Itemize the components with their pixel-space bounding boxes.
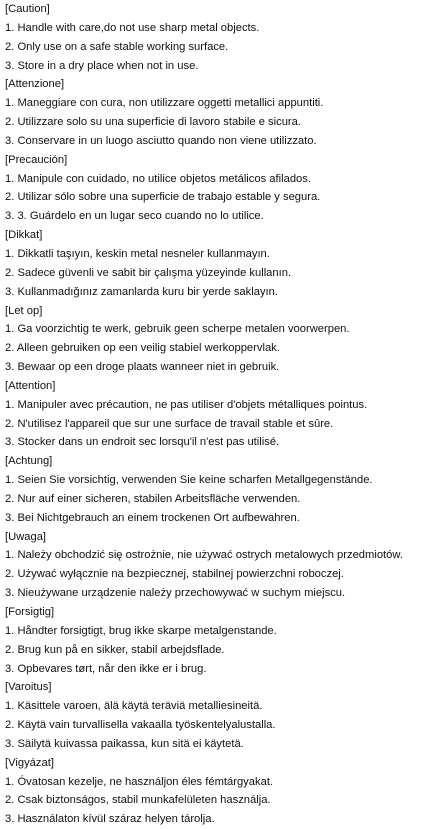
- instruction-line: 2. Käytä vain turvallisella vakaalla työskentelyalustalla.: [5, 719, 276, 732]
- instruction-line: 2. N'utilisez l'appareil que sur une surface de travail stable et sûre.: [5, 417, 334, 430]
- section-achtung-de: [5, 452, 423, 527]
- section-attention-fr: [5, 377, 423, 452]
- instruction-line: 1. Käsittele varoen, älä käytä teräviä metalliesineitä.: [5, 700, 263, 713]
- instruction-line: 3. 3. Guárdelo en un lugar seco cuando no lo utilice.: [5, 210, 264, 223]
- instruction-line: 3. Kullanmadığınız zamanlarda kuru bir yerde saklayın.: [5, 285, 278, 298]
- instruction-line: 2. Csak biztonságos, stabil munkafelületen használja.: [5, 794, 271, 807]
- instruction-line: 1. Håndter forsigtigt, brug ikke skarpe metalgenstande.: [5, 624, 277, 637]
- section-heading: [Forsigtig]: [5, 606, 55, 618]
- instruction-line: 2. Używać wyłącznie na bezpiecznej, stabilnej powierzchni roboczej.: [5, 568, 344, 581]
- section-forsigtig-da: [5, 603, 423, 678]
- instruction-line: 2. Brug kun på en sikker, stabil arbejdsflade.: [5, 643, 225, 656]
- section-heading: [Let op]: [5, 304, 43, 317]
- multilingual-caution-document: [5, 0, 423, 829]
- instruction-line: 2. Utilizzare solo su una superficie di lavoro stabile e sicura.: [5, 116, 301, 129]
- section-heading: [Achtung]: [5, 455, 53, 468]
- section-heading: [Precaución]: [5, 153, 68, 166]
- section-let-op-nl: [5, 302, 423, 377]
- instruction-line: 2. Alleen gebruiken op een veilig stabiel werkoppervlak.: [5, 342, 280, 355]
- instruction-line: 1. Handle with care,do not use sharp metal objects.: [5, 21, 260, 34]
- instruction-line: 2. Nur auf einer sicheren, stabilen Arbeitsfläche verwenden.: [5, 492, 301, 505]
- instruction-line: 3. Bei Nichtgebrauch an einem trockenen Ort aufbewahren.: [5, 511, 300, 524]
- instruction-line: 3. Conservare in un luogo asciutto quando non viene utilizzato.: [5, 134, 317, 147]
- section-heading: [Caution]: [5, 3, 50, 15]
- section-heading: [Uwaga]: [5, 530, 47, 543]
- section-heading: [Attenzione]: [5, 78, 65, 91]
- instruction-line: 2. Sadece güvenli ve sabit bir çalışma yüzeyinde kullanın.: [5, 266, 292, 279]
- instruction-line: 3. Opbevares tørt, når den ikke er i brug.: [5, 662, 207, 675]
- instruction-line: 3. Bewaar op een droge plaats wanneer niet in gebruik.: [5, 361, 280, 374]
- instruction-line: 2. Only use on a safe stable working surface.: [5, 40, 229, 53]
- section-uwaga-pl: [5, 528, 423, 603]
- instruction-line: 1. Seien Sie vorsichtig, verwenden Sie keine scharfen Metallgegenstände.: [5, 474, 373, 487]
- instruction-line: 3. Store in a dry place when not in use.: [5, 59, 199, 72]
- instruction-line: 1. Manipule con cuidado, no utilice objetos metálicos afilados.: [5, 172, 311, 185]
- instruction-line: 1. Manipuler avec précaution, ne pas utiliser d'objets métalliques pointus.: [5, 398, 368, 411]
- instruction-line: 3. Használaton kívül száraz helyen tárolja.: [5, 813, 215, 826]
- section-varoitus-fi: [5, 678, 423, 753]
- section-heading: [Vigyázat]: [5, 756, 54, 769]
- instruction-line: 2. Utilizar sólo sobre una superficie de trabajo estable y segura.: [5, 191, 321, 204]
- instruction-line: 3. Nieużywane urządzenie należy przechowywać w suchym miejscu.: [5, 587, 346, 600]
- section-heading: [Dikkat]: [5, 229, 43, 242]
- instruction-line: 3. Säilytä kuivassa paikassa, kun sitä ei käytetä.: [5, 737, 244, 750]
- section-caution-en: [5, 0, 423, 75]
- section-heading: [Varoitus]: [5, 681, 52, 694]
- instruction-line: 1. Óvatosan kezelje, ne használjon éles fémtárgyakat.: [5, 775, 274, 788]
- section-precaucion-es: [5, 151, 423, 226]
- section-heading: [Attention]: [5, 379, 56, 392]
- instruction-line: 3. Stocker dans un endroit sec lorsqu'il n'est pas utilisé.: [5, 436, 280, 449]
- section-attenzione-it: [5, 75, 423, 150]
- instruction-line: 1. Ga voorzichtig te werk, gebruik geen scherpe metalen voorwerpen.: [5, 323, 350, 336]
- instruction-line: 1. Dikkatli taşıyın, keskin metal nesneler kullanmayın.: [5, 247, 270, 260]
- section-dikkat-tr: [5, 226, 423, 301]
- instruction-line: 1. Należy obchodzić się ostrożnie, nie używać ostrych metalowych przedmiotów.: [5, 549, 403, 562]
- section-vigyazat-hu: [5, 754, 423, 829]
- instruction-line: 1. Maneggiare con cura, non utilizzare oggetti metallici appuntiti.: [5, 97, 324, 110]
